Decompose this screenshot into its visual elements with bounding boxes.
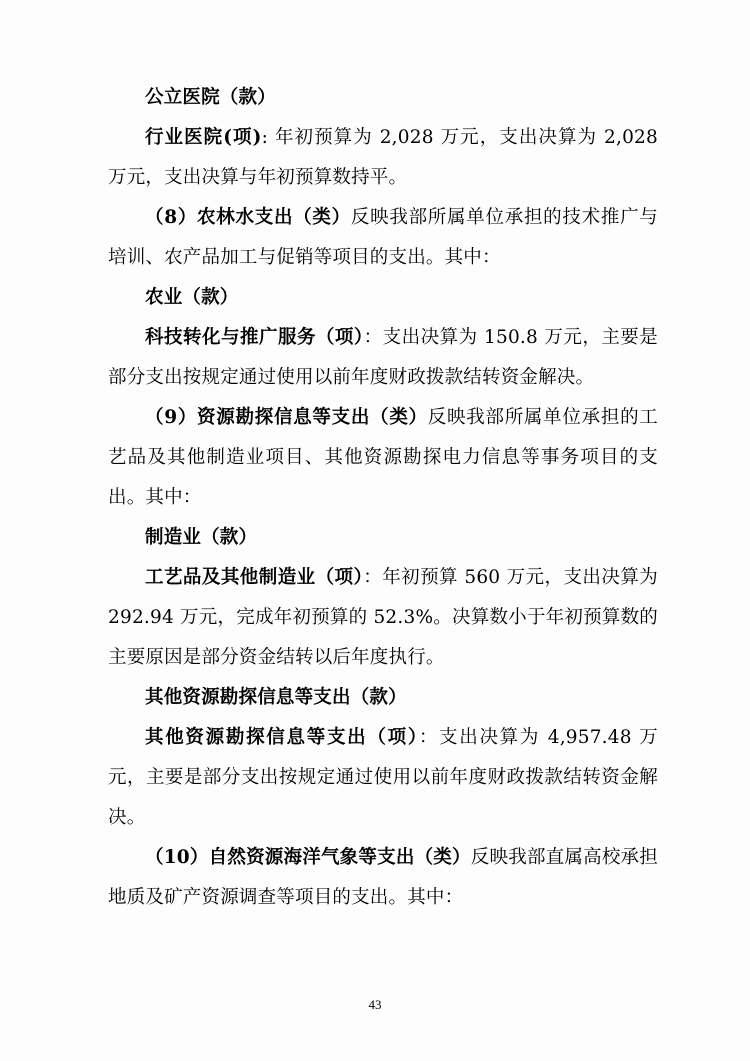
paragraph [108,838,658,918]
paragraph [108,78,658,118]
paragraph [108,678,658,718]
paragraph-heading-run: 科技转化与推广服务（项） [145,327,364,348]
paragraph-text-run: ：支出决算为 4,957.48 万元，主要是部分支出按规定通过使用以前年度财政拨款结转资金解决。 [108,727,658,828]
document-body [108,78,658,918]
paragraph-heading-run: 其他资源勘探信息等支出（项） [145,727,419,748]
paragraph-heading-run: 公立医院（款） [145,87,276,108]
paragraph [108,518,658,558]
paragraph-text-run: ：支出决算为 150.8 万元，主要是部分支出按规定通过使用以前年度财政拨款结转资金解决。 [108,327,658,388]
paragraph [108,398,658,518]
paragraph [108,558,658,678]
paragraph [108,198,658,278]
page-number: 43 [368,997,382,1012]
paragraph-heading-run: （10）自然资源海洋气象等支出（类） [145,847,471,868]
paragraph-heading-run: 其他资源勘探信息等支出（款） [145,687,407,708]
paragraph [108,278,658,318]
paragraph-heading-run: 工艺品及其他制造业（项） [145,567,364,588]
paragraph-text-run: 反映我部所属单位承担的工艺品及其他制造业项目、其他资源勘探电力信息等事务项目的支出。其中： [108,407,659,508]
paragraph-text-run: 反映我部直属高校承担地质及矿产资源调查等项目的支出。其中： [108,847,658,908]
paragraph-heading-run: 行业医院(项) [145,127,262,148]
paragraph [108,118,658,198]
paragraph [108,718,658,838]
paragraph-heading-run: （8）农林水支出（类） [145,207,351,228]
paragraph-heading-run: 农业（款） [145,287,239,308]
paragraph-text-run: : 年初预算为 2,028 万元，支出决算为 2,028 万元，支出决算与年初预算数持平。 [108,127,658,188]
paragraph-text-run: ：年初预算 560 万元，支出决算为 292.94 万元，完成年初预算的 52.3%。决算数小于年初预算数的主要原因是部分资金结转以后年度执行。 [108,567,658,668]
paragraph [108,318,658,398]
paragraph-text-run: 反映我部所属单位承担的技术推广与培训、农产品加工与促销等项目的支出。其中： [108,207,659,268]
paragraph-heading-run: （9）资源勘探信息等支出（类） [145,407,428,428]
paragraph-heading-run: 制造业（款） [145,527,258,548]
